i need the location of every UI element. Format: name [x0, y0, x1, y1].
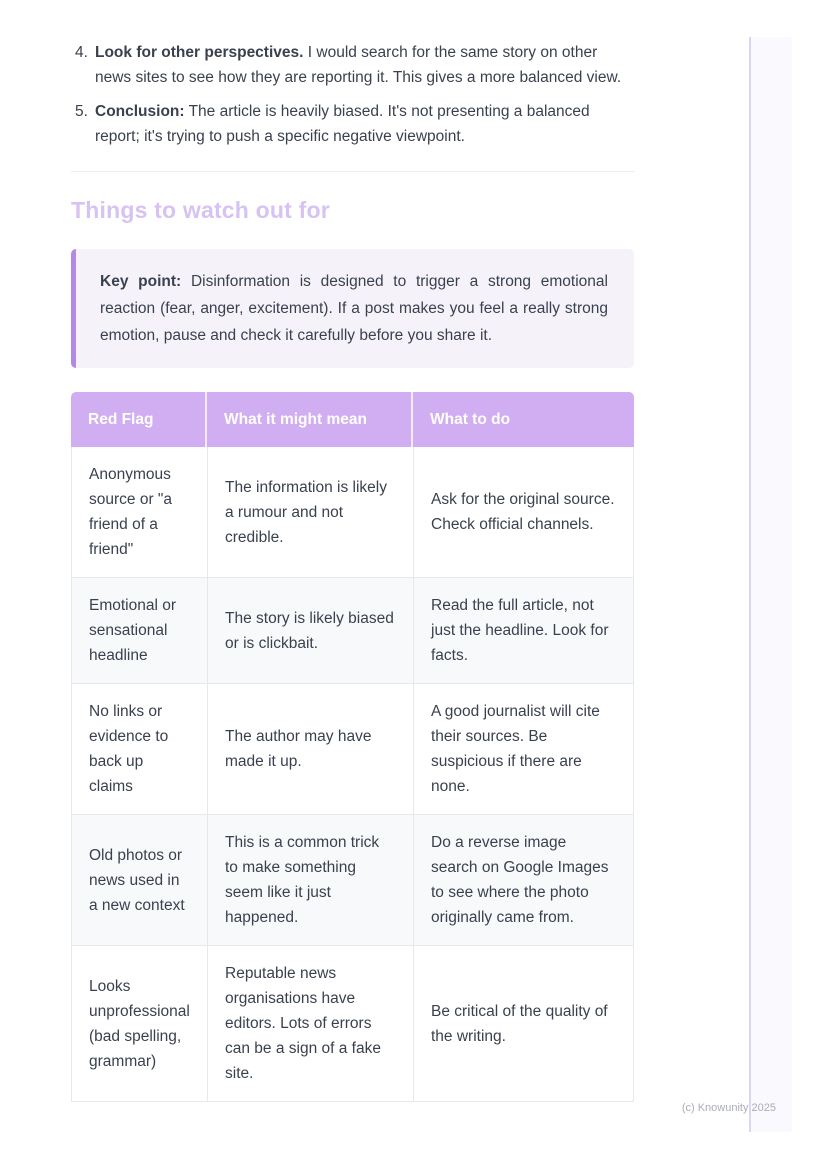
numbered-list	[71, 40, 634, 149]
table-row	[71, 946, 634, 1102]
table-row	[71, 447, 634, 578]
table-row	[71, 578, 634, 684]
cell-meaning: Reputable news organisations have editors. Lots of errors can be a sign of a fake site.	[207, 946, 413, 1102]
column-header-meaning: What it might mean	[207, 392, 413, 447]
list-item-body: The article is heavily biased. It's not presenting a balanced report; it's trying to push a specific negative viewpoint.	[95, 103, 590, 145]
list-item-number: 4.	[75, 44, 88, 61]
section-heading: Things to watch out for	[71, 197, 330, 223]
cell-red-flag: Old photos or news used in a new context	[71, 815, 207, 946]
list-item-lead: Look for other perspectives.	[95, 44, 304, 61]
cell-action: Do a reverse image search on Google Images to see where the photo originally came from.	[413, 815, 634, 946]
cell-red-flag: Anonymous source or "a friend of a friend"	[71, 447, 207, 578]
cell-meaning: The information is likely a rumour and not credible.	[207, 447, 413, 578]
cell-red-flag: Looks unprofessional (bad spelling, grammar)	[71, 946, 207, 1102]
document-page	[71, 0, 634, 1102]
next-page-edge	[749, 37, 792, 1132]
copyright-note: (c) Knowunity 2025	[681, 1102, 776, 1114]
red-flags-table	[71, 392, 634, 1102]
list-item	[71, 99, 634, 149]
key-point-callout	[71, 249, 634, 368]
cell-action: A good journalist will cite their sources. Be suspicious if there are none.	[413, 684, 634, 815]
table-header-row	[71, 392, 634, 447]
list-item-text	[95, 99, 634, 149]
table-row	[71, 684, 634, 815]
list-item-number: 5.	[75, 103, 88, 120]
cell-action: Read the full article, not just the headline. Look for facts.	[413, 578, 634, 684]
cell-meaning: This is a common trick to make something seem like it just happened.	[207, 815, 413, 946]
list-item-body: I would search for the same story on other news sites to see how they are reporting it. This gives a more balanced view.	[95, 44, 622, 86]
cell-meaning: The author may have made it up.	[207, 684, 413, 815]
column-header-action: What to do	[413, 392, 634, 447]
list-item	[71, 40, 634, 90]
cell-meaning: The story is likely biased or is clickbait.	[207, 578, 413, 684]
key-point-text: Disinformation is designed to trigger a strong emotional reaction (fear, anger, excitement). If a post makes you feel a really strong emotion, pause and check it carefully before you share it.	[100, 273, 608, 344]
list-item-text	[95, 40, 634, 90]
cell-red-flag: No links or evidence to back up claims	[71, 684, 207, 815]
section-divider	[71, 171, 634, 172]
cell-action: Ask for the original source. Check official channels.	[413, 447, 634, 578]
cell-action: Be critical of the quality of the writing.	[413, 946, 634, 1102]
table-row	[71, 815, 634, 946]
column-header-red-flag: Red Flag	[71, 392, 207, 447]
list-item-lead: Conclusion:	[95, 103, 185, 120]
key-point-label: Key point:	[100, 273, 182, 290]
cell-red-flag: Emotional or sensational headline	[71, 578, 207, 684]
